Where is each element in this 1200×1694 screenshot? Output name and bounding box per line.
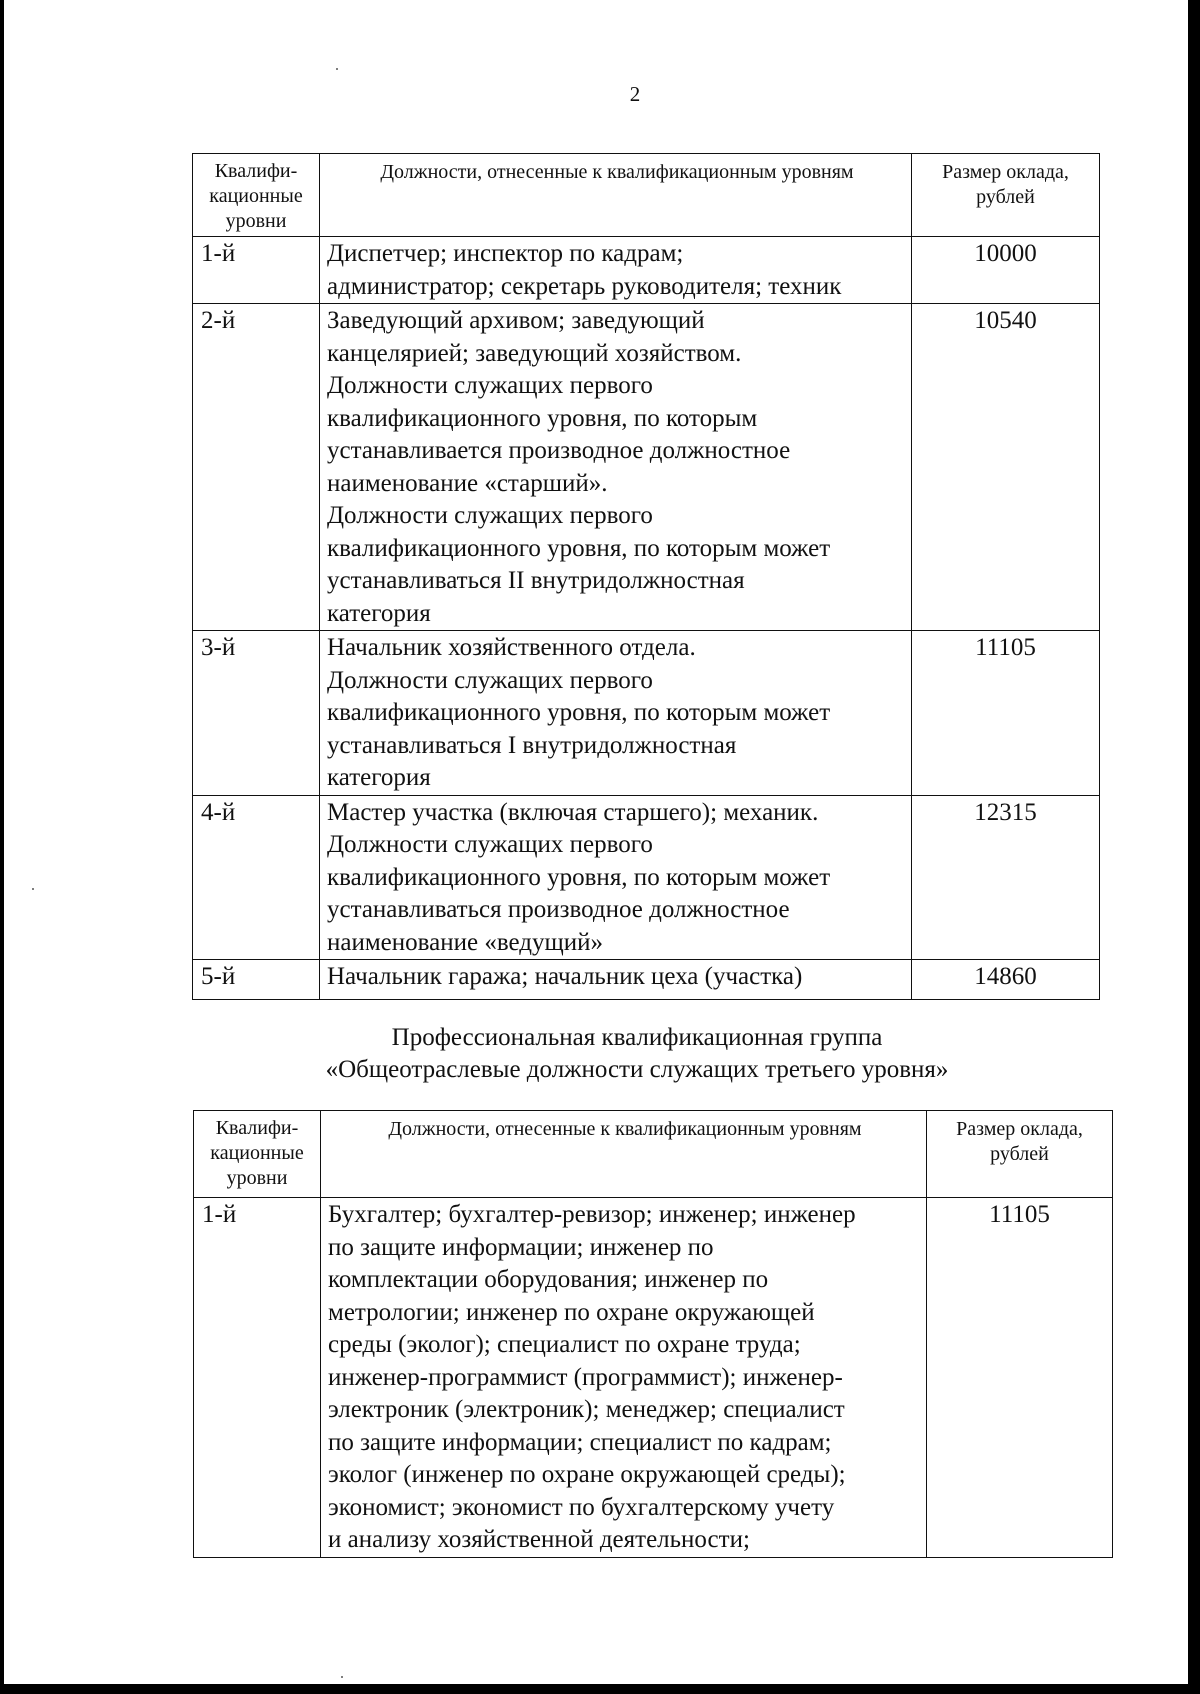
table-row — [193, 237, 1100, 304]
level-cell: 1-й — [193, 237, 320, 304]
header-salary: Размер оклада, рублей — [927, 1111, 1113, 1198]
table-row — [193, 631, 1100, 796]
table-header-row — [194, 1111, 1113, 1198]
table-row — [193, 960, 1100, 1000]
table-row — [193, 304, 1100, 631]
level-cell: 5-й — [193, 960, 320, 1000]
scan-speck — [32, 888, 34, 890]
salary-cell: 10540 — [912, 304, 1100, 631]
qualification-table-2 — [193, 1110, 1113, 1558]
positions-cell: Начальник хозяйственного отдела. Должности служащих первого квалификационного уровня, по которым может устанавливаться I внутридолжностная категория — [320, 631, 912, 796]
table-row — [194, 1198, 1113, 1558]
salary-cell: 11105 — [912, 631, 1100, 796]
salary-cell: 12315 — [912, 795, 1100, 960]
header-salary: Размер оклада, рублей — [912, 154, 1100, 237]
salary-cell: 10000 — [912, 237, 1100, 304]
scan-speck — [341, 1676, 343, 1678]
level-cell: 4-й — [193, 795, 320, 960]
header-levels: Квалифи- кационные уровни — [194, 1111, 321, 1198]
section-title-line-1: Профессиональная квалификационная группа — [391, 1024, 883, 1051]
scan-border-bottom — [0, 1684, 1200, 1694]
positions-cell: Диспетчер; инспектор по кадрам; администратор; секретарь руководителя; техник — [320, 237, 912, 304]
table-row — [193, 795, 1100, 960]
qualification-table-1 — [192, 153, 1100, 1000]
header-positions: Должности, отнесенные к квалификационным уровням — [320, 154, 912, 237]
scan-speck — [336, 68, 338, 70]
header-levels: Квалифи- кационные уровни — [193, 154, 320, 237]
positions-cell: Начальник гаража; начальник цеха (участка) — [320, 960, 912, 1000]
scan-border-right — [1188, 0, 1200, 1694]
positions-cell: Мастер участка (включая старшего); механик. Должности служащих первого квалификационного уровня, по которым может устанавливаться производное должностное наименование «ведущий» — [320, 795, 912, 960]
level-cell: 1-й — [194, 1198, 321, 1558]
positions-cell: Заведующий архивом; заведующий канцелярией; заведующий хозяйством. Должности служащих первого квалификационного уровня, по которым устанавливается производное должностное наименование «старший». Должности служащих первого квалификационного уровня, по которым может устанавливаться II внутридолжностная категория — [320, 304, 912, 631]
page-number: 2 — [629, 82, 641, 106]
header-positions: Должности, отнесенные к квалификационным уровням — [321, 1111, 927, 1198]
salary-cell: 14860 — [912, 960, 1100, 1000]
section-title — [0, 1022, 1200, 1086]
level-cell: 3-й — [193, 631, 320, 796]
salary-cell: 11105 — [927, 1198, 1113, 1558]
section-title-line-2: «Общеотраслевые должности служащих третьего уровня» — [325, 1056, 949, 1083]
table-header-row — [193, 154, 1100, 237]
scan-border-left — [0, 0, 4, 1694]
positions-cell: Бухгалтер; бухгалтер-ревизор; инженер; инженер по защите информации; инженер по комплектации оборудования; инженер по метрологии; инженер по охране окружающей среды (эколог); специалист по охране труда; инженер-программист (программист); инженер- электроник (электроник); менеджер; специалист по защите информации; специалист по кадрам; эколог (инженер по охране окружающей среды); экономист; экономист по бухгалтерскому учету и анализу хозяйственной деятельности; — [321, 1198, 927, 1558]
level-cell: 2-й — [193, 304, 320, 631]
